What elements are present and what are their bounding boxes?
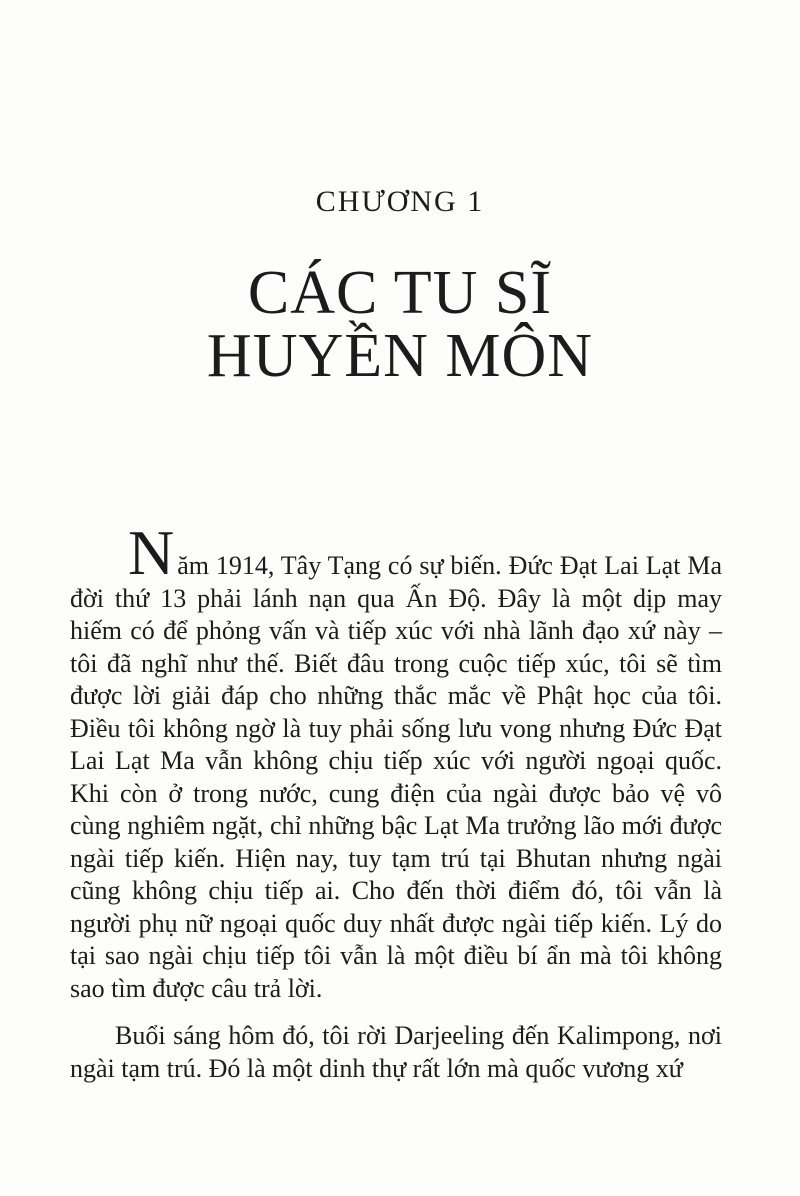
paragraph-2	[70, 1020, 722, 1085]
initial-cap: N	[128, 517, 175, 588]
body-text	[70, 517, 722, 1085]
chapter-title-line2: HUYỀN MÔN	[206, 322, 594, 390]
paragraph-1	[70, 517, 722, 1005]
paragraph-2-text: Buổi sáng hôm đó, tôi rời Darjeeling đến Kalimpong, nơi ngài tạm trú. Đó là một dinh thự rất lớn mà quốc vương xứ	[70, 1021, 722, 1083]
chapter-title	[0, 259, 800, 390]
paragraph-1-text: ăm 1914, Tây Tạng có sự biến. Đức Đạt Lai Lạt Ma đời thứ 13 phải lánh nạn qua Ấn Độ. Đây là một dịp may hiếm có để phỏng vấn và tiếp xúc với nhà lãnh đạo xứ này – tôi đã nghĩ như thế. Biết đâu trong cuộc tiếp xúc, tôi sẽ tìm được lời giải đáp cho những thắc mắc về Phật học của tôi. Điều tôi không ngờ là tuy phải sống lưu vong nhưng Đức Đạt Lai Lạt Ma vẫn không chịu tiếp xúc với người ngoại quốc. Khi còn ở trong nước, cung điện của ngài được bảo vệ vô cùng nghiêm ngặt, chỉ những bậc Lạt Ma trưởng lão mới được ngài tiếp kiến. Hiện nay, tuy tạm trú tại Bhutan nhưng ngài cũng không chịu tiếp ai. Cho đến thời điểm đó, tôi vẫn là người phụ nữ ngoại quốc duy nhất được ngài tiếp kiến. Lý do tại sao ngài chịu tiếp tôi vẫn là một điều bí ẩn mà tôi không sao tìm được câu trả lời.	[70, 551, 722, 1003]
chapter-label: CHƯƠNG 1	[315, 185, 485, 218]
chapter-title-line1: CÁC TU SĨ	[247, 259, 553, 327]
